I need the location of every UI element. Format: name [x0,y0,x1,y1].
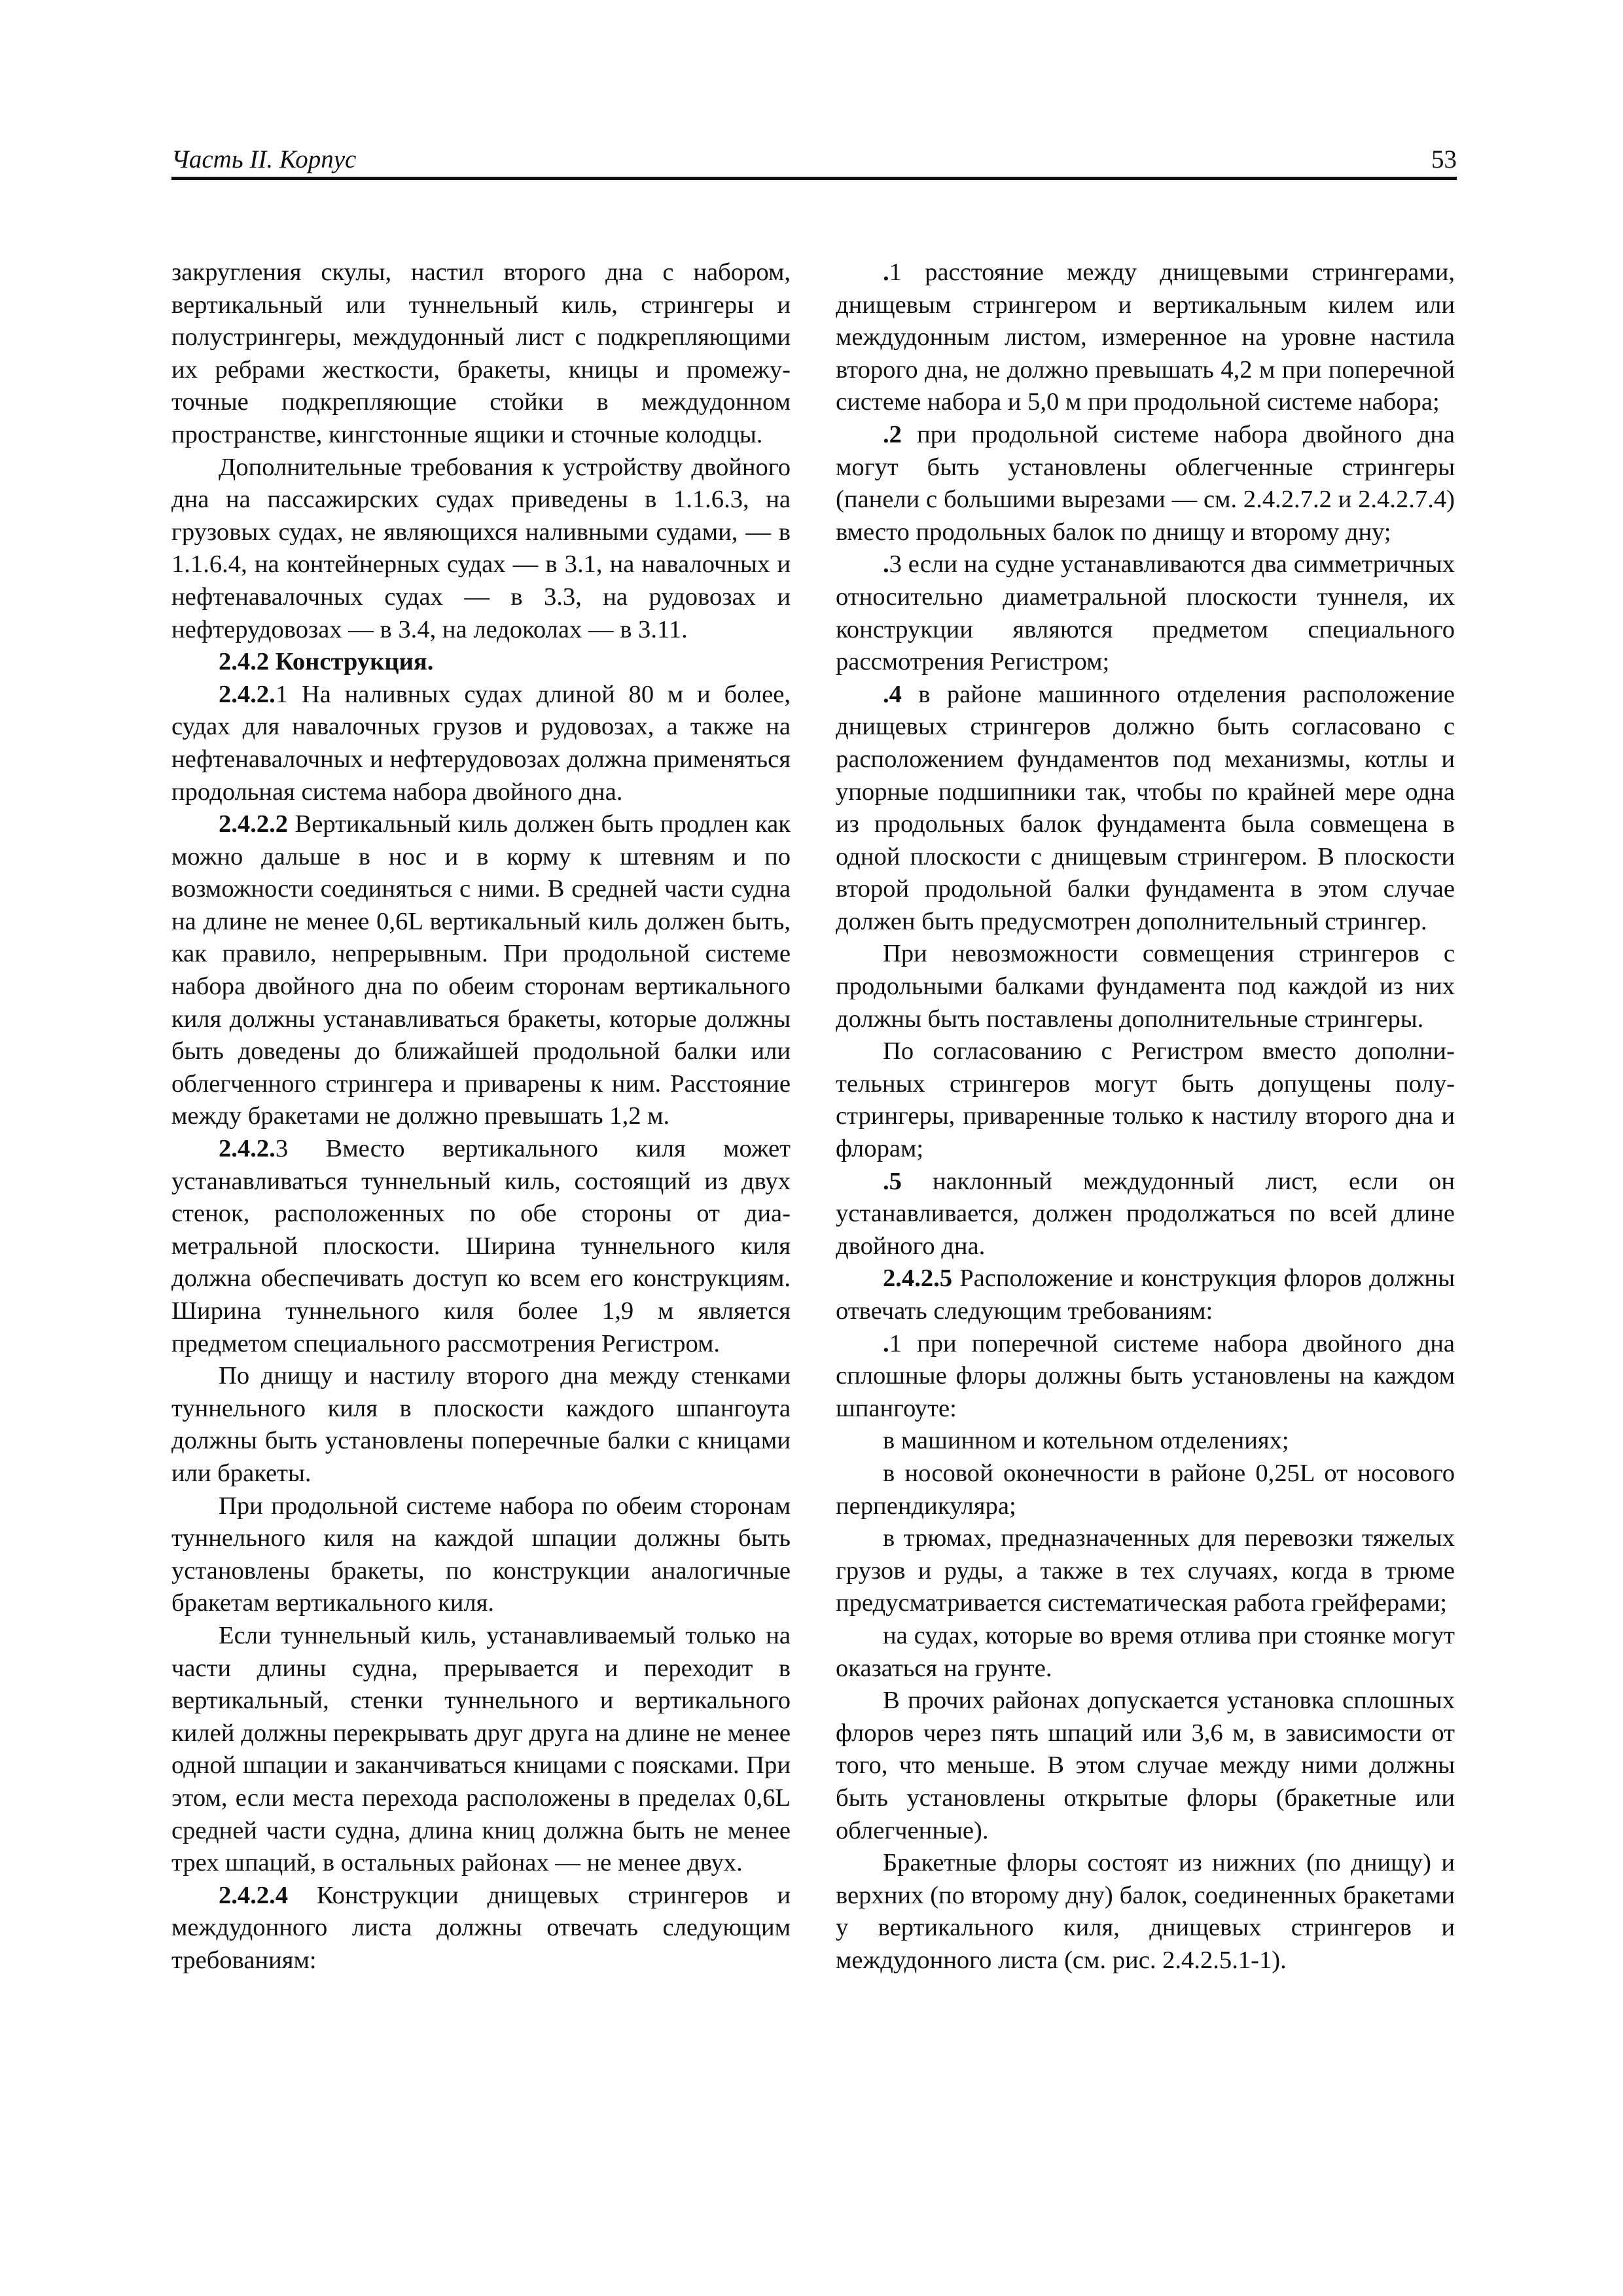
paragraph: в носовой оконечности в районе 0,25L от носового перпендикуляра; [836,1459,1455,1520]
paragraph: Если туннельный киль, устанавливаемый только на части длины судна, прерывается и переходит в вертикальный, стенки туннельного и вертикального килей должны перекрывать друг друга на длине не менее одной шпации и заканчиваться кницами с поясками. При этом, если места перехода расположены в пределах 0,6L средней части судна, длина книц должна быть не менее трех шпаций, в остальных районах — не менее двух. [171,1621,791,1877]
paragraph: По согласованию с Регистром вместо дополнительных стрингеров могут быть допущены полустрингеры, приваренные только к настилу второго дна и флорам; [836,1037,1455,1163]
paragraph: в машинном и котельном отделениях; [883,1427,1289,1455]
paragraph: 2.4.2.5 Расположение и конструкция флоров должны отвечать следующим требованиям: [836,1265,1455,1325]
list-item: .5 наклонный междудонный лист, если он устанавливается, должен продолжаться по всей длине двойного дна. [836,1167,1455,1260]
paragraph: При продольной системе набора по обеим сторонам туннельного киля на каждой шпации должны быть установлены бракеты, по конструкции аналогичные бракетам вертикального киля. [171,1492,791,1617]
paragraph: По днищу и настилу второго дна между стенками туннельного киля в плоскости каждого шпангоута должны быть установлены поперечные балки с кницами или бракеты. [171,1362,791,1487]
paragraph: 2.4.2.4 Конструкции днищевых стрингеров и междудонного листа должны отвечать следующим требованиям: [171,1881,791,1974]
header-title: Часть II. Корпус [171,145,357,173]
list-item: .4 в районе машинного отделения расположение днищевых стрингеров должно быть согласовано с расположением фундаментов под механизмы, котлы и упорные подшипники так, чтобы по крайней мере одна из продольных балок фундамента была совмещена в одной плоскости с днищевым стрингером. В плоскости второй продольной балки фундамента в этом случае должен быть предусмотрен дополнительный стрингер. [836,680,1455,935]
left-column [171,257,791,1977]
paragraph: 2.4.2.1 На наливных судах длиной 80 м и более, судах для навалочных грузов и рудовозах, а также на нефтенавалочных и нефтерудовозах должна применяться продольная система набора двойного дна. [171,680,791,806]
paragraph: При невозможности совмещения стрингеров с продольными балками фундамента под каждой из них должны быть поставлены дополнительные стрингеры. [836,940,1455,1033]
list-item: .2 при продольной системе набора двойного дна могут быть установлены облегченные стрингеры (панели с большими вырезами — см. 2.4.2.7.2 и 2.4.2.7.4) вместо продольных балок по днищу и второму дну; [836,420,1455,546]
paragraph: В прочих районах допускается установка сплошных флоров через пять шпаций или 3,6 м, в зависимости от того, что меньше. В этом случае между ними должны быть установлены открытые флоры (бракетные или облегченные). [836,1687,1455,1844]
paragraph: закругления скулы, настил второго дна с набором, вертикальный или туннельный киль, стрингеры и полустрингеры, междудонный лист с подкрепляющими их ребрами жесткости, бракеты, кницы и промежуточные подкрепляющие стойки в междудонном пространстве, кингстонные ящики и сточные колодцы. [171,259,791,448]
page-number: 53 [1431,145,1457,173]
paragraph: Дополнительные требования к устройству двойного дна на пассажирских судах приведены в 1.1.6.3, на грузовых судах, не являющихся наливными судами, — в 1.1.6.4, на контейнерных судах — в 3.1, на навалочных и нефтенавалочных судах — в 3.3, на рудовозах и нефтерудовозах — в 3.4, на ледоколах — в 3.11. [171,453,791,643]
paragraph: в трюмах, предназначенных для перевозки тяжелых грузов и руды, а также в тех случаях, когда в трюме предусматривается систематическая работа грейферами; [836,1524,1455,1617]
list-item: .1 при поперечной системе набора двойного дна сплошные флоры должны быть установлены на каждом шпангоуте: [836,1329,1455,1422]
running-header [171,143,1457,180]
paragraph: Бракетные флоры состоят из нижних (по днищу) и верхних (по второму дну) балок, соединенных бракетами у вертикального киля, днищевых стрингеров и междудонного листа (см. рис. 2.4.2.5.1-1). [836,1849,1455,1974]
section-heading: 2.4.2 Конструкция. [219,648,434,676]
paragraph: 2.4.2.3 Вместо вертикального киля может устанавливаться туннельный киль, состоящий из двух стенок, расположенных по обе стороны от диаметральной плоскости. Ширина туннельного киля должна обеспечивать доступ ко всем его конструкциям. Ширина туннельного киля более 1,9 м является предметом специального рассмотрения Регистром. [171,1135,791,1357]
list-item: .1 расстояние между днищевыми стрингерами, днищевым стрингером и вертикальным килем или междудонным листом, измеренное на уровне настила второго дна, не должно превышать 4,2 м при поперечной системе набора и 5,0 м при продольной системе набора; [836,259,1455,416]
paragraph: 2.4.2.2 Вертикальный киль должен быть продлен как можно дальше в нос и в корму к штевням и по возможности соединяться с ними. В средней части судна на длине не менее 0,6L вертикальный киль должен быть, как правило, непрерывным. При продольной системе набора двойного дна по обеим сторонам вертикального киля должны устанавливаться бракеты, которые должны быть доведены до ближайшей продольной балки или облегченного стрингера и приварены к ним. Расстояние между бракетами не должно превышать 1,2 м. [171,810,791,1130]
list-item: .3 если на судне устанавливаются два симметричных относительно диаметральной плоскости туннеля, их конструкции являются предметом специального рассмотрения Регистром; [836,550,1455,676]
right-column [836,257,1455,1977]
paragraph: на судах, которые во время отлива при стоянке могут оказаться на грунте. [836,1621,1455,1682]
